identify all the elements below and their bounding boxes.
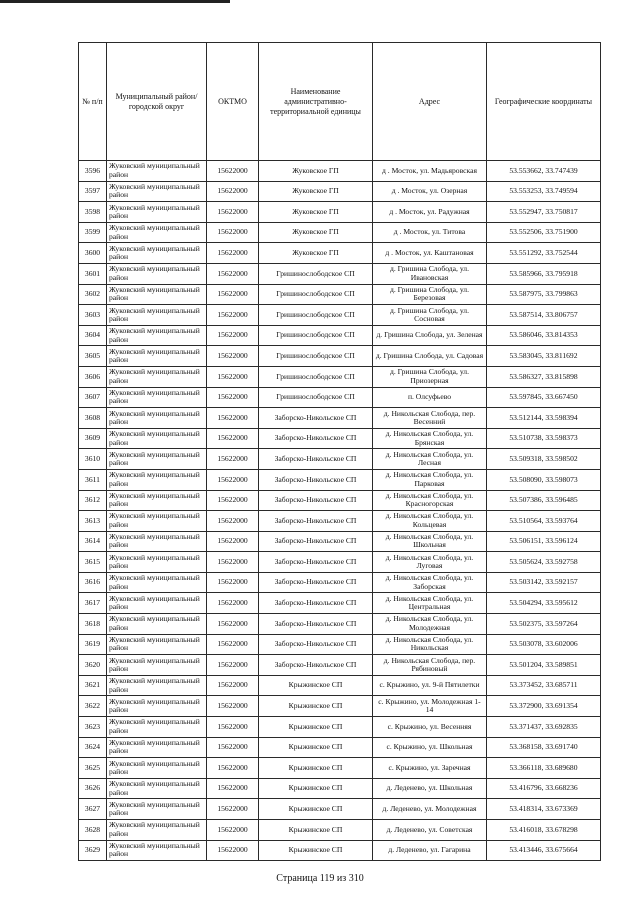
row-num: 3609 (79, 428, 107, 449)
table-row (79, 202, 601, 223)
row-district: Жуковский муниципальный район (107, 531, 207, 552)
row-admin-unit: Гришинослободское СП (259, 346, 373, 367)
table-row (79, 552, 601, 573)
row-num: 3598 (79, 202, 107, 223)
row-coords: 53.373452, 33.685711 (487, 675, 601, 696)
table-row (79, 222, 601, 243)
table-row (79, 325, 601, 346)
row-oktmo: 15622000 (207, 243, 259, 264)
table-row (79, 449, 601, 470)
table-row (79, 593, 601, 614)
row-num: 3611 (79, 469, 107, 490)
table-row (79, 243, 601, 264)
row-district: Жуковский муниципальный район (107, 758, 207, 779)
table-row (79, 284, 601, 305)
row-admin-unit: Крыжинское СП (259, 799, 373, 820)
row-coords: 53.553662, 33.747439 (487, 161, 601, 182)
row-coords: 53.501204, 33.589851 (487, 655, 601, 676)
row-admin-unit: Крыжинское СП (259, 820, 373, 841)
row-admin-unit: Гришинослободское СП (259, 387, 373, 408)
table-row (79, 387, 601, 408)
row-oktmo: 15622000 (207, 428, 259, 449)
table-row (79, 408, 601, 429)
row-coords: 53.597845, 33.667450 (487, 387, 601, 408)
row-oktmo: 15622000 (207, 552, 259, 573)
row-district: Жуковский муниципальный район (107, 449, 207, 470)
row-admin-unit: Заборско-Никольское СП (259, 408, 373, 429)
row-district: Жуковский муниципальный район (107, 408, 207, 429)
row-num: 3599 (79, 222, 107, 243)
table-row (79, 511, 601, 532)
row-admin-unit: Гришинослободское СП (259, 263, 373, 284)
row-oktmo: 15622000 (207, 675, 259, 696)
row-coords: 53.366118, 33.689680 (487, 758, 601, 779)
table-row (79, 696, 601, 717)
row-num: 3622 (79, 696, 107, 717)
row-district: Жуковский муниципальный район (107, 717, 207, 738)
row-oktmo: 15622000 (207, 717, 259, 738)
row-num: 3619 (79, 634, 107, 655)
table-row (79, 717, 601, 738)
row-oktmo: 15622000 (207, 655, 259, 676)
row-admin-unit: Жуковское ГП (259, 222, 373, 243)
table-row (79, 737, 601, 758)
header-coords: Географические координаты (487, 43, 601, 161)
row-address: д . Мосток, ул. Озерная (373, 181, 487, 202)
row-district: Жуковский муниципальный район (107, 387, 207, 408)
row-address: д. Никольская Слобода, ул. Школьная (373, 531, 487, 552)
row-address: д. Никольская Слобода, ул. Луговая (373, 552, 487, 573)
row-admin-unit: Крыжинское СП (259, 696, 373, 717)
row-coords: 53.551292, 33.752544 (487, 243, 601, 264)
row-coords: 53.512144, 33.598394 (487, 408, 601, 429)
row-coords: 53.416018, 33.678298 (487, 820, 601, 841)
row-coords: 53.583045, 33.811692 (487, 346, 601, 367)
table-row (79, 161, 601, 182)
row-address: с. Крыжино, ул. Заречная (373, 758, 487, 779)
row-district: Жуковский муниципальный район (107, 263, 207, 284)
row-address: д . Мосток, ул. Каштановая (373, 243, 487, 264)
row-oktmo: 15622000 (207, 531, 259, 552)
row-district: Жуковский муниципальный район (107, 243, 207, 264)
row-oktmo: 15622000 (207, 634, 259, 655)
table-row (79, 799, 601, 820)
row-address: д. Никольская Слобода, пер. Рябиновый (373, 655, 487, 676)
row-district: Жуковский муниципальный район (107, 778, 207, 799)
row-oktmo: 15622000 (207, 840, 259, 861)
table-row (79, 531, 601, 552)
row-oktmo: 15622000 (207, 614, 259, 635)
row-district: Жуковский муниципальный район (107, 840, 207, 861)
table-row (79, 572, 601, 593)
row-address: д . Мосток, ул. Радужная (373, 202, 487, 223)
row-district: Жуковский муниципальный район (107, 675, 207, 696)
row-coords: 53.553253, 33.749594 (487, 181, 601, 202)
row-district: Жуковский муниципальный район (107, 634, 207, 655)
row-address: д. Гришина Слобода, ул. Приозерная (373, 366, 487, 387)
row-coords: 53.509318, 33.598502 (487, 449, 601, 470)
row-oktmo: 15622000 (207, 593, 259, 614)
row-num: 3604 (79, 325, 107, 346)
table-row (79, 614, 601, 635)
row-district: Жуковский муниципальный район (107, 614, 207, 635)
row-address: д. Леденево, ул. Молодежная (373, 799, 487, 820)
row-coords: 53.504294, 33.595612 (487, 593, 601, 614)
row-admin-unit: Гришинослободское СП (259, 325, 373, 346)
row-num: 3605 (79, 346, 107, 367)
row-coords: 53.505624, 33.592758 (487, 552, 601, 573)
row-address: д. Никольская Слобода, ул. Кольцевая (373, 511, 487, 532)
row-oktmo: 15622000 (207, 758, 259, 779)
row-address: д. Никольская Слобода, ул. Центральная (373, 593, 487, 614)
row-district: Жуковский муниципальный район (107, 820, 207, 841)
row-admin-unit: Заборско-Никольское СП (259, 593, 373, 614)
row-district: Жуковский муниципальный район (107, 737, 207, 758)
row-coords: 53.585966, 33.795918 (487, 263, 601, 284)
row-oktmo: 15622000 (207, 161, 259, 182)
table-header-row (79, 43, 601, 161)
row-district: Жуковский муниципальный район (107, 428, 207, 449)
row-oktmo: 15622000 (207, 346, 259, 367)
top-rule (0, 0, 230, 3)
row-district: Жуковский муниципальный район (107, 511, 207, 532)
row-oktmo: 15622000 (207, 408, 259, 429)
row-coords: 53.503078, 33.602006 (487, 634, 601, 655)
row-address: д. Никольская Слобода, пер. Весенний (373, 408, 487, 429)
row-num: 3602 (79, 284, 107, 305)
row-admin-unit: Жуковское ГП (259, 181, 373, 202)
row-admin-unit: Крыжинское СП (259, 737, 373, 758)
row-district: Жуковский муниципальный район (107, 490, 207, 511)
table-row (79, 820, 601, 841)
row-num: 3613 (79, 511, 107, 532)
row-oktmo: 15622000 (207, 325, 259, 346)
table-row (79, 263, 601, 284)
row-coords: 53.413446, 33.675664 (487, 840, 601, 861)
row-coords: 53.418314, 33.673369 (487, 799, 601, 820)
row-address: д . Мосток, ул. Мадьяровская (373, 161, 487, 182)
row-district: Жуковский муниципальный район (107, 222, 207, 243)
row-address: д . Мосток, ул. Титова (373, 222, 487, 243)
table-row (79, 758, 601, 779)
row-oktmo: 15622000 (207, 387, 259, 408)
table-row (79, 840, 601, 861)
table-row (79, 305, 601, 326)
page-counter: Страница 119 из 310 (276, 873, 364, 884)
row-address: д. Никольская Слобода, ул. Брянская (373, 428, 487, 449)
row-district: Жуковский муниципальный район (107, 469, 207, 490)
header-num: № п/п (79, 43, 107, 161)
row-admin-unit: Заборско-Никольское СП (259, 511, 373, 532)
row-district: Жуковский муниципальный район (107, 325, 207, 346)
row-address: д. Гришина Слобода, ул. Садовая (373, 346, 487, 367)
table-row (79, 346, 601, 367)
row-admin-unit: Заборско-Никольское СП (259, 490, 373, 511)
header-district: Муниципальный район/городской округ (107, 43, 207, 161)
row-address: д. Никольская Слобода, ул. Парковая (373, 469, 487, 490)
row-num: 3606 (79, 366, 107, 387)
row-coords: 53.506151, 33.596124 (487, 531, 601, 552)
row-num: 3610 (79, 449, 107, 470)
row-coords: 53.502375, 33.597264 (487, 614, 601, 635)
row-oktmo: 15622000 (207, 284, 259, 305)
row-district: Жуковский муниципальный район (107, 552, 207, 573)
row-oktmo: 15622000 (207, 181, 259, 202)
row-district: Жуковский муниципальный район (107, 572, 207, 593)
row-district: Жуковский муниципальный район (107, 202, 207, 223)
row-address: д. Никольская Слобода, ул. Заборская (373, 572, 487, 593)
row-district: Жуковский муниципальный район (107, 346, 207, 367)
row-oktmo: 15622000 (207, 263, 259, 284)
row-oktmo: 15622000 (207, 490, 259, 511)
row-admin-unit: Заборско-Никольское СП (259, 572, 373, 593)
row-coords: 53.507386, 33.596485 (487, 490, 601, 511)
row-admin-unit: Жуковское ГП (259, 202, 373, 223)
registry-table (78, 42, 601, 861)
row-num: 3627 (79, 799, 107, 820)
row-coords: 53.586327, 33.815898 (487, 366, 601, 387)
header-address: Адрес (373, 43, 487, 161)
row-address: д. Никольская Слобода, ул. Красногорская (373, 490, 487, 511)
row-admin-unit: Жуковское ГП (259, 243, 373, 264)
row-coords: 53.508090, 33.598073 (487, 469, 601, 490)
header-oktmo: ОКТМО (207, 43, 259, 161)
row-coords: 53.503142, 33.592157 (487, 572, 601, 593)
row-admin-unit: Жуковское ГП (259, 161, 373, 182)
row-num: 3624 (79, 737, 107, 758)
row-num: 3616 (79, 572, 107, 593)
table-row (79, 634, 601, 655)
row-admin-unit: Заборско-Никольское СП (259, 552, 373, 573)
row-district: Жуковский муниципальный район (107, 696, 207, 717)
row-address: с. Крыжино, ул. Школьная (373, 737, 487, 758)
table-row (79, 469, 601, 490)
row-oktmo: 15622000 (207, 305, 259, 326)
row-oktmo: 15622000 (207, 222, 259, 243)
row-address: д. Леденево, ул. Советская (373, 820, 487, 841)
row-oktmo: 15622000 (207, 469, 259, 490)
table-row (79, 366, 601, 387)
row-admin-unit: Крыжинское СП (259, 717, 373, 738)
row-district: Жуковский муниципальный район (107, 284, 207, 305)
table-row (79, 655, 601, 676)
table-row (79, 428, 601, 449)
row-district: Жуковский муниципальный район (107, 366, 207, 387)
row-oktmo: 15622000 (207, 202, 259, 223)
row-address: д. Гришина Слобода, ул. Зеленая (373, 325, 487, 346)
row-oktmo: 15622000 (207, 366, 259, 387)
row-num: 3621 (79, 675, 107, 696)
row-admin-unit: Заборско-Никольское СП (259, 531, 373, 552)
row-admin-unit: Заборско-Никольское СП (259, 449, 373, 470)
row-oktmo: 15622000 (207, 449, 259, 470)
header-admin-unit: Наименование административно-территориальной единицы (259, 43, 373, 161)
row-num: 3625 (79, 758, 107, 779)
row-coords: 53.552947, 33.750817 (487, 202, 601, 223)
row-oktmo: 15622000 (207, 696, 259, 717)
row-admin-unit: Крыжинское СП (259, 840, 373, 861)
row-admin-unit: Заборско-Никольское СП (259, 469, 373, 490)
table-body (79, 161, 601, 861)
row-admin-unit: Заборско-Никольское СП (259, 655, 373, 676)
row-num: 3617 (79, 593, 107, 614)
row-coords: 53.368158, 33.691740 (487, 737, 601, 758)
row-address: д. Никольская Слобода, ул. Молодежная (373, 614, 487, 635)
row-oktmo: 15622000 (207, 778, 259, 799)
row-coords: 53.587514, 33.806757 (487, 305, 601, 326)
row-coords: 53.416796, 33.668236 (487, 778, 601, 799)
row-admin-unit: Гришинослободское СП (259, 284, 373, 305)
row-admin-unit: Заборско-Никольское СП (259, 634, 373, 655)
row-num: 3614 (79, 531, 107, 552)
row-num: 3607 (79, 387, 107, 408)
row-num: 3603 (79, 305, 107, 326)
row-num: 3615 (79, 552, 107, 573)
row-address: п. Олсуфьево (373, 387, 487, 408)
row-address: д. Леденево, ул. Гагарина (373, 840, 487, 861)
row-district: Жуковский муниципальный район (107, 161, 207, 182)
row-admin-unit: Гришинослободское СП (259, 305, 373, 326)
table-row (79, 181, 601, 202)
row-address: д. Леденево, ул. Школьная (373, 778, 487, 799)
row-admin-unit: Заборско-Никольское СП (259, 614, 373, 635)
row-admin-unit: Крыжинское СП (259, 778, 373, 799)
row-num: 3597 (79, 181, 107, 202)
row-oktmo: 15622000 (207, 820, 259, 841)
row-num: 3618 (79, 614, 107, 635)
row-district: Жуковский муниципальный район (107, 305, 207, 326)
row-admin-unit: Крыжинское СП (259, 758, 373, 779)
row-oktmo: 15622000 (207, 799, 259, 820)
row-address: с. Крыжино, ул. Молодежная 1-14 (373, 696, 487, 717)
row-address: с. Крыжино, ул. 9-й Пятилетки (373, 675, 487, 696)
row-coords: 53.510738, 33.598373 (487, 428, 601, 449)
row-address: д. Гришина Слобода, ул. Сосновая (373, 305, 487, 326)
row-address: с. Крыжино, ул. Весенняя (373, 717, 487, 738)
row-district: Жуковский муниципальный район (107, 181, 207, 202)
table-row (79, 675, 601, 696)
row-num: 3600 (79, 243, 107, 264)
row-num: 3620 (79, 655, 107, 676)
row-oktmo: 15622000 (207, 572, 259, 593)
row-coords: 53.587975, 33.799863 (487, 284, 601, 305)
row-district: Жуковский муниципальный район (107, 593, 207, 614)
row-address: д. Гришина Слобода, ул. Березовая (373, 284, 487, 305)
row-oktmo: 15622000 (207, 737, 259, 758)
row-num: 3601 (79, 263, 107, 284)
table-row (79, 490, 601, 511)
row-num: 3629 (79, 840, 107, 861)
row-num: 3608 (79, 408, 107, 429)
row-num: 3626 (79, 778, 107, 799)
row-num: 3596 (79, 161, 107, 182)
row-num: 3623 (79, 717, 107, 738)
row-coords: 53.552506, 33.751900 (487, 222, 601, 243)
row-coords: 53.372900, 33.691354 (487, 696, 601, 717)
row-num: 3612 (79, 490, 107, 511)
row-coords: 53.586046, 33.814353 (487, 325, 601, 346)
row-coords: 53.371437, 33.692835 (487, 717, 601, 738)
row-num: 3628 (79, 820, 107, 841)
row-admin-unit: Заборско-Никольское СП (259, 428, 373, 449)
row-coords: 53.510564, 33.593764 (487, 511, 601, 532)
row-address: д. Никольская Слобода, ул. Никольская (373, 634, 487, 655)
row-district: Жуковский муниципальный район (107, 655, 207, 676)
row-district: Жуковский муниципальный район (107, 799, 207, 820)
row-oktmo: 15622000 (207, 511, 259, 532)
row-address: д. Гришина Слобода, ул. Ивановская (373, 263, 487, 284)
row-admin-unit: Крыжинское СП (259, 675, 373, 696)
row-admin-unit: Гришинослободское СП (259, 366, 373, 387)
row-address: д. Никольская Слобода, ул. Лесная (373, 449, 487, 470)
table-row (79, 778, 601, 799)
